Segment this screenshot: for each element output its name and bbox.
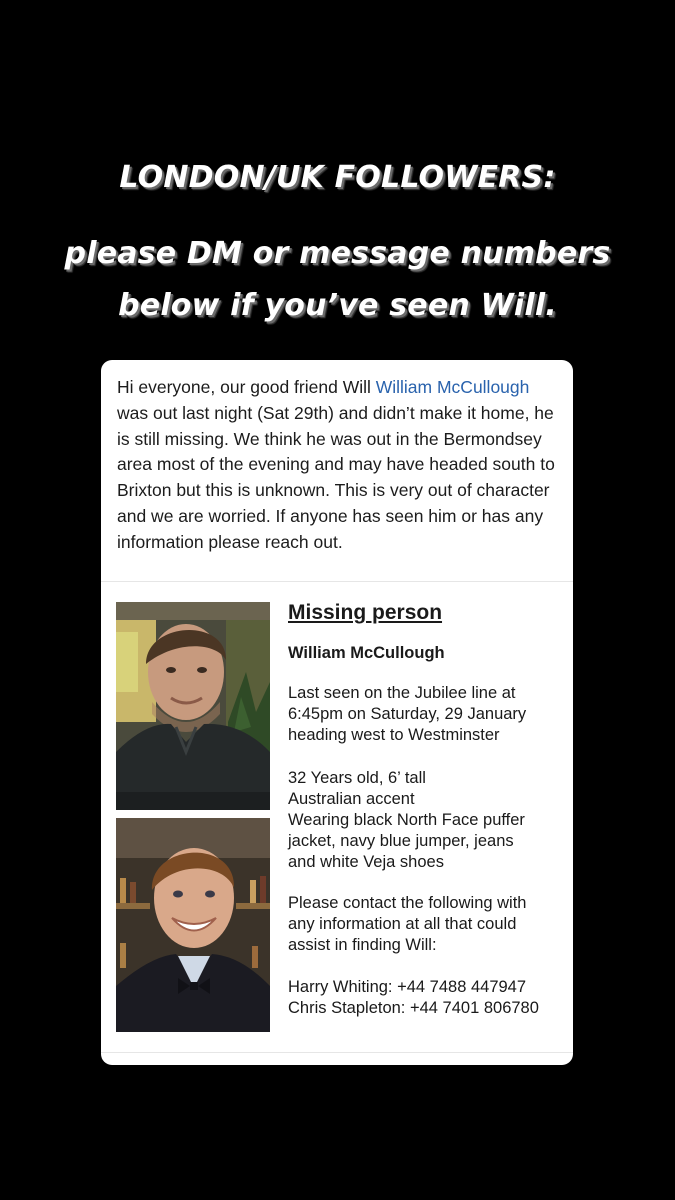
post-divider xyxy=(101,581,573,582)
shared-post-card[interactable] xyxy=(101,360,573,1065)
tagged-person-link[interactable]: William McCullough xyxy=(375,377,530,397)
last-seen-line: 6:45pm on Saturday, 29 January xyxy=(288,705,527,723)
contact-intro-line: Please contact the following with xyxy=(288,894,527,912)
contact-instructions xyxy=(288,893,568,956)
last-seen-details xyxy=(288,683,568,746)
headline-message xyxy=(0,228,675,332)
headline-line-2: please DM or message numbers xyxy=(64,236,611,271)
card-bottom-divider xyxy=(101,1052,573,1053)
person-description xyxy=(288,768,568,873)
missing-person-photo-1 xyxy=(116,602,270,810)
headline-line-1: LONDON/UK FOLLOWERS: xyxy=(119,160,556,195)
last-seen-line: heading west to Westminster xyxy=(288,726,500,744)
flyer-title: Missing person xyxy=(288,601,443,624)
missing-person-photo-2 xyxy=(116,818,270,1032)
last-seen-line: Last seen on the Jubilee line at xyxy=(288,684,516,702)
contact-intro-line: assist in finding Will: xyxy=(288,936,437,954)
contact-harry-whiting: Harry Whiting: +44 7488 447947 xyxy=(288,978,527,996)
description-line: Australian accent xyxy=(288,790,415,808)
description-line: jacket, navy blue jumper, jeans xyxy=(288,832,514,850)
post-text xyxy=(117,375,563,556)
contact-intro-line: any information at all that could xyxy=(288,915,517,933)
headline-line-3: below if you’ve seen Will. xyxy=(118,288,557,323)
contact-chris-stapleton: Chris Stapleton: +44 7401 806780 xyxy=(288,999,539,1017)
headline-title xyxy=(0,158,675,198)
description-line: Wearing black North Face puffer xyxy=(288,811,525,829)
post-text-end: was out last night (Sat 29th) and didn’t make it home, he is still missing. We think he was out in the Bermondsey area most of the evening and may have headed south to Brixton but this is unknown. This is very out of character and we are worried. If anyone has seen him or has any information please reach out. xyxy=(117,402,555,552)
post-text-start: Hi everyone, our good friend Will xyxy=(117,377,376,397)
description-line: 32 Years old, 6’ tall xyxy=(288,769,426,787)
missing-person-name: William McCullough xyxy=(288,644,445,662)
contact-list xyxy=(288,977,568,1019)
description-line: and white Veja shoes xyxy=(288,853,444,871)
